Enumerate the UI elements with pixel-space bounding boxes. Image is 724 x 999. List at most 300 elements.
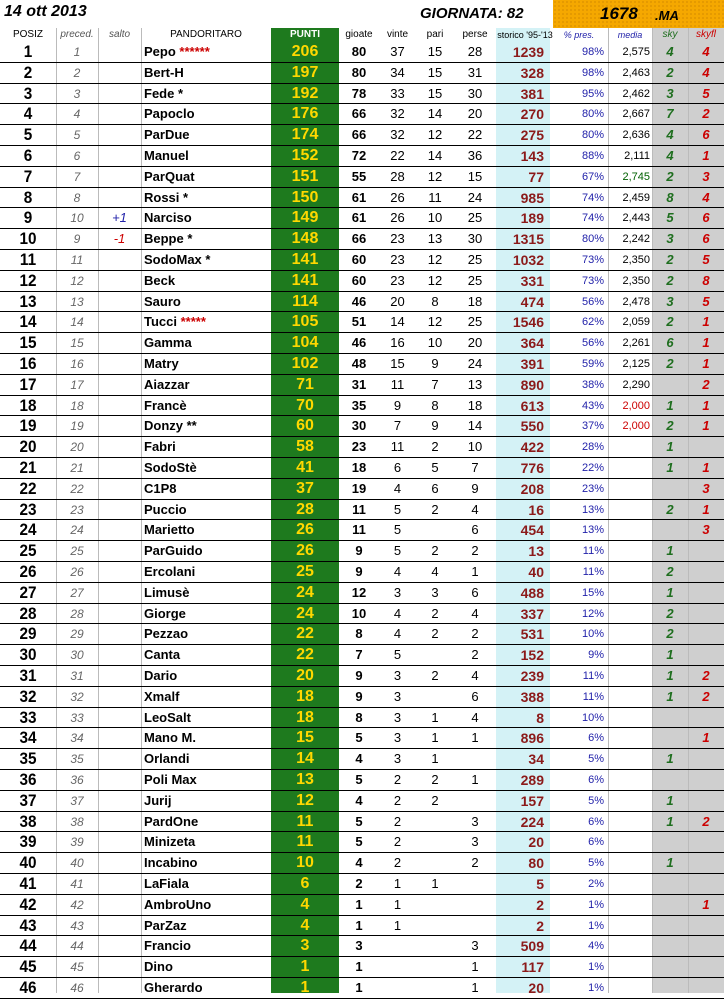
- position-cell: 18: [19, 395, 37, 415]
- skyfl-cell: 1: [702, 314, 710, 330]
- giocate-cell: 11: [352, 522, 366, 538]
- punti-cell: 20: [296, 667, 314, 684]
- vinte-cell: 15: [390, 356, 405, 371]
- pres-cell: 80%: [581, 233, 604, 246]
- sky-cell: 3: [666, 293, 674, 309]
- storico-cell: 152: [520, 647, 544, 664]
- name-cell: [144, 84, 271, 104]
- header-skyfl: skyfl: [696, 29, 716, 40]
- previous-position-cell: 24: [70, 523, 84, 538]
- punti-cell: 15: [296, 729, 314, 747]
- vinte-cell: 14: [390, 314, 405, 330]
- position-cell: 35: [19, 749, 37, 769]
- vinte-cell: [379, 957, 416, 977]
- previous-position-cell: 31: [70, 669, 84, 683]
- skyfl-cell: 2: [702, 106, 710, 122]
- vinte-cell: 5: [393, 522, 402, 538]
- name-cell: [144, 936, 271, 956]
- player-name: PardOne: [144, 813, 199, 829]
- pres-cell: 6%: [588, 836, 604, 849]
- perse-cell: [454, 916, 496, 936]
- storico-cell: 224: [520, 813, 544, 830]
- sky-cell: 2: [666, 605, 674, 621]
- vinte-cell: 5: [393, 647, 402, 663]
- sky-cell: 2: [666, 626, 674, 642]
- table-row: [0, 312, 724, 333]
- salto-cell: [98, 479, 141, 499]
- position-cell: 42: [19, 894, 37, 914]
- name-cell: [144, 583, 271, 603]
- sky-cell: 2: [666, 64, 674, 80]
- giocate-cell: 5: [355, 730, 363, 746]
- previous-position-cell: 26: [70, 565, 84, 579]
- punti-cell: 13: [296, 771, 314, 788]
- storico-cell: 289: [520, 772, 544, 788]
- sky-cell: 1: [666, 792, 674, 808]
- salto-cell: [98, 42, 141, 62]
- name-cell: [144, 312, 271, 332]
- punti-cell: 141: [291, 251, 319, 268]
- vinte-cell: 23: [390, 231, 405, 247]
- pari-cell: 2: [431, 626, 439, 642]
- vinte-cell: 37: [390, 44, 405, 59]
- storico-cell: 208: [520, 480, 544, 497]
- position-cell: 44: [19, 936, 37, 956]
- vinte-cell: 16: [390, 335, 405, 351]
- storico-cell: 270: [520, 106, 544, 123]
- position-cell: 14: [19, 312, 37, 332]
- pari-cell: 1: [431, 876, 439, 891]
- sky-cell: 5: [666, 210, 674, 226]
- previous-position-cell: 30: [70, 648, 84, 663]
- skyfl-cell: 1: [702, 460, 710, 475]
- previous-position-cell: 12: [70, 273, 84, 288]
- giocate-cell: 1: [355, 917, 363, 933]
- salto-cell: [98, 874, 141, 894]
- position-cell: 13: [19, 291, 37, 311]
- header-pari: pari: [426, 29, 444, 40]
- header-vinte: vinte: [386, 29, 409, 40]
- name-cell: [144, 708, 271, 728]
- name-cell: [144, 645, 271, 665]
- skyfl-cell: [688, 562, 724, 582]
- storico-cell: 189: [520, 210, 544, 227]
- vinte-cell: 5: [393, 543, 402, 559]
- sky-cell: [652, 708, 688, 728]
- pres-cell: 73%: [581, 254, 604, 266]
- previous-position-cell: 9: [73, 232, 81, 247]
- media-cell: [608, 978, 652, 998]
- header-storico: storico '95-'13: [497, 30, 553, 40]
- perse-cell: 3: [471, 938, 479, 954]
- position-cell: 19: [19, 416, 37, 436]
- skyfl-cell: [688, 916, 724, 936]
- header-pres: % pres.: [563, 30, 595, 40]
- salto-cell: [98, 375, 141, 395]
- storico-cell: 388: [520, 688, 544, 705]
- name-cell: [144, 832, 271, 852]
- position-cell: 21: [19, 458, 37, 477]
- sky-cell: 1: [666, 439, 674, 455]
- giocate-cell: 9: [355, 564, 363, 579]
- table-row: [0, 604, 724, 625]
- table-row: [0, 354, 724, 375]
- pres-cell: 43%: [581, 399, 604, 412]
- skyfl-cell: 4: [702, 44, 710, 59]
- position-cell: 46: [19, 978, 37, 997]
- position-cell: 23: [19, 499, 37, 519]
- giocate-cell: 66: [351, 127, 367, 143]
- punti-cell: 192: [291, 84, 319, 102]
- storico-cell: 40: [528, 564, 544, 580]
- salto-cell: [98, 728, 141, 748]
- sky-cell: [652, 728, 688, 748]
- pres-cell: 1%: [588, 919, 604, 932]
- sky-cell: 2: [666, 272, 674, 288]
- skyfl-cell: [688, 437, 724, 457]
- vinte-cell: 23: [390, 272, 405, 288]
- header-punti: PUNTI: [290, 29, 320, 40]
- name-cell: [144, 188, 271, 208]
- skyfl-cell: 2: [702, 668, 710, 683]
- giocate-cell: 31: [351, 376, 367, 392]
- pres-cell: 1%: [588, 961, 604, 974]
- position-cell: 1: [23, 42, 33, 61]
- punti-cell: 104: [291, 334, 319, 352]
- skyfl-cell: 3: [702, 522, 710, 538]
- name-cell: [144, 562, 271, 582]
- giocate-cell: 1: [355, 896, 363, 912]
- position-cell: 12: [19, 270, 37, 290]
- giocate-cell: 46: [351, 335, 367, 351]
- skyfl-cell: 4: [702, 189, 710, 205]
- table-row: [0, 292, 724, 313]
- previous-position-cell: 8: [73, 190, 81, 205]
- ma-box: [553, 0, 724, 28]
- previous-position-cell: 39: [70, 835, 84, 850]
- table-row: [0, 978, 724, 999]
- date-label: 14 ott 2013: [4, 3, 87, 20]
- punti-cell: 11: [296, 812, 314, 830]
- sky-cell: 8: [666, 189, 674, 205]
- perse-cell: 2: [471, 543, 479, 559]
- previous-position-cell: 43: [70, 918, 84, 933]
- position-cell: 3: [23, 83, 33, 103]
- position-cell: 9: [23, 208, 33, 228]
- previous-position-cell: 38: [70, 814, 84, 829]
- storico-cell: 5: [536, 876, 544, 892]
- name-cell: [144, 749, 271, 769]
- vinte-cell: 3: [393, 584, 402, 600]
- pres-cell: 10%: [581, 628, 604, 641]
- table-row: [0, 791, 724, 812]
- sky-cell: [652, 916, 688, 936]
- name-cell: [144, 978, 271, 998]
- skyfl-cell: 2: [702, 813, 710, 829]
- giocate-cell: 4: [355, 855, 363, 871]
- vinte-cell: 26: [390, 189, 405, 205]
- sky-cell: 2: [666, 564, 674, 579]
- pres-cell: 11%: [582, 545, 604, 558]
- position-cell: 45: [19, 957, 37, 977]
- pari-cell: [416, 957, 454, 977]
- previous-position-cell: 27: [70, 585, 84, 600]
- star-marks: ******: [179, 44, 210, 59]
- media-cell: [608, 749, 652, 769]
- salto-cell: [98, 125, 141, 145]
- pres-cell: 62%: [581, 316, 604, 329]
- salto-cell: [98, 812, 141, 832]
- punti-cell: 148: [291, 230, 319, 248]
- salto-cell: [98, 312, 141, 332]
- vinte-cell: 3: [393, 751, 402, 767]
- pari-cell: 11: [428, 189, 442, 205]
- media-cell: [608, 791, 652, 811]
- position-cell: 26: [19, 562, 37, 581]
- salto-cell: [98, 666, 141, 686]
- vinte-cell: 1: [393, 876, 402, 891]
- position-cell: 7: [23, 166, 33, 186]
- position-cell: 11: [19, 250, 37, 269]
- pari-cell: 9: [431, 418, 439, 434]
- table-row: [0, 666, 724, 687]
- name-cell: [144, 396, 271, 416]
- pres-cell: 98%: [581, 46, 604, 58]
- storico-cell: 896: [520, 730, 544, 747]
- player-name: ParGuido: [144, 543, 203, 559]
- punti-cell: 6: [300, 875, 310, 892]
- media-cell: 2,242: [622, 233, 650, 246]
- perse-cell: 13: [467, 376, 483, 392]
- table-row: [0, 271, 724, 292]
- perse-cell: 25: [467, 314, 483, 330]
- pres-cell: 74%: [581, 191, 604, 204]
- storico-cell: 157: [520, 792, 544, 809]
- sky-cell: 3: [666, 85, 674, 101]
- sky-cell: 2: [666, 501, 674, 517]
- player-name: Narciso: [144, 210, 192, 226]
- name-cell: [144, 770, 271, 790]
- perse-cell: 36: [467, 148, 483, 163]
- salto-cell: [98, 354, 141, 374]
- giocate-cell: 18: [351, 460, 367, 475]
- giocate-cell: 66: [351, 231, 367, 247]
- previous-position-cell: 13: [70, 294, 84, 309]
- skyfl-cell: 1: [702, 896, 710, 912]
- media-cell: [608, 832, 652, 852]
- salto-cell: [98, 63, 141, 83]
- salto-cell: [98, 562, 141, 582]
- pari-cell: 12: [427, 127, 443, 143]
- position-cell: 17: [19, 374, 37, 394]
- salto-cell: [98, 749, 141, 769]
- salto-cell: [98, 916, 141, 936]
- perse-cell: 1: [471, 772, 479, 787]
- name-cell: [144, 624, 271, 644]
- media-cell: [608, 770, 652, 790]
- sky-cell: 4: [666, 148, 674, 163]
- pres-cell: 6%: [588, 774, 604, 786]
- skyfl-cell: 2: [702, 376, 710, 392]
- punti-cell: 151: [291, 167, 319, 185]
- punti-cell: 149: [291, 209, 319, 227]
- player-name: Tucci: [144, 314, 177, 330]
- storico-cell: 13: [528, 543, 544, 560]
- pres-cell: 28%: [581, 441, 604, 454]
- name-cell: [144, 208, 271, 228]
- punti-cell: 41: [296, 459, 314, 476]
- position-cell: 20: [19, 437, 37, 457]
- position-cell: 8: [23, 187, 33, 207]
- perse-cell: 4: [471, 668, 479, 683]
- table-row: [0, 687, 724, 708]
- salto-cell: [98, 396, 141, 416]
- storico-cell: 454: [520, 522, 544, 539]
- position-cell: 4: [23, 104, 33, 124]
- media-cell: [608, 916, 652, 936]
- player-name: Ercolani: [144, 564, 196, 579]
- position-cell: 41: [19, 874, 37, 893]
- previous-position-cell: 20: [70, 440, 84, 455]
- perse-cell: 25: [467, 252, 483, 267]
- vinte-cell: 1: [393, 896, 402, 912]
- pres-cell: 5%: [588, 857, 604, 870]
- skyfl-cell: 2: [702, 688, 710, 704]
- perse-cell: [454, 874, 496, 894]
- pres-cell: 2%: [588, 878, 604, 890]
- pari-cell: 14: [427, 106, 443, 122]
- skyfl-cell: 6: [702, 127, 710, 143]
- pres-cell: 74%: [581, 212, 604, 225]
- sky-cell: 2: [666, 418, 674, 434]
- pres-cell: 23%: [581, 482, 604, 495]
- punti-cell: 1: [300, 958, 310, 976]
- pres-cell: 5%: [588, 753, 604, 766]
- previous-position-cell: 34: [70, 731, 84, 746]
- media-cell: 2,290: [622, 378, 650, 391]
- previous-position-cell: 14: [70, 315, 84, 330]
- skyfl-cell: 3: [702, 168, 710, 184]
- table-row: [0, 832, 724, 853]
- perse-cell: 14: [467, 418, 483, 434]
- giocate-cell: 23: [351, 439, 367, 455]
- table-row: [0, 749, 724, 770]
- vinte-cell: 4: [393, 564, 402, 579]
- name-cell: [144, 520, 271, 540]
- giocate-cell: 9: [355, 688, 363, 704]
- perse-cell: 7: [471, 460, 479, 475]
- perse-cell: 24: [467, 189, 483, 205]
- perse-cell: 28: [467, 44, 483, 59]
- previous-position-cell: 28: [70, 606, 84, 621]
- giocate-cell: 61: [351, 210, 367, 226]
- player-name: LaFiala: [144, 876, 189, 891]
- sky-cell: 1: [666, 855, 674, 871]
- position-cell: 29: [19, 624, 37, 644]
- sky-cell: 1: [666, 813, 674, 829]
- table-row: [0, 936, 724, 957]
- pari-cell: 2: [431, 668, 439, 683]
- media-cell: 2,125: [622, 358, 650, 370]
- pres-cell: 5%: [588, 794, 604, 807]
- giocate-cell: 5: [355, 834, 363, 850]
- table-row: [0, 458, 724, 479]
- storico-cell: 550: [520, 418, 544, 435]
- storico-cell: 474: [520, 293, 544, 310]
- vinte-cell: 22: [390, 148, 405, 163]
- punti-cell: 12: [296, 791, 314, 809]
- punti-cell: 105: [291, 313, 319, 331]
- previous-position-cell: 41: [70, 877, 84, 891]
- name-cell: [144, 146, 271, 166]
- vinte-cell: 2: [393, 855, 402, 871]
- pari-cell: 6: [431, 480, 439, 496]
- sky-cell: 1: [666, 397, 674, 413]
- vinte-cell: 4: [393, 605, 402, 621]
- punti-cell: 18: [296, 708, 314, 726]
- punti-cell: 197: [291, 63, 319, 81]
- media-cell: [608, 583, 652, 603]
- player-name: C1P8: [144, 480, 177, 496]
- name-cell: [144, 916, 271, 936]
- punti-cell: 28: [296, 500, 314, 518]
- name-cell: [144, 895, 271, 915]
- giocate-cell: 80: [351, 64, 367, 80]
- pari-cell: 2: [431, 501, 439, 517]
- pres-cell: 11%: [582, 670, 604, 682]
- name-cell: [144, 333, 271, 353]
- perse-cell: [454, 791, 496, 811]
- pari-cell: [416, 520, 454, 540]
- giocate-cell: 60: [351, 272, 367, 288]
- previous-position-cell: 6: [73, 149, 81, 163]
- storico-cell: 2: [536, 896, 544, 913]
- position-cell: 33: [19, 707, 37, 727]
- pres-cell: 6%: [588, 815, 604, 828]
- media-cell: [608, 687, 652, 707]
- player-name: ParQuat: [144, 168, 195, 184]
- player-name: Mano M.: [144, 730, 196, 746]
- skyfl-cell: 4: [702, 64, 710, 80]
- sky-cell: [652, 375, 688, 395]
- skyfl-cell: 6: [702, 231, 710, 247]
- storico-cell: 1032: [512, 252, 544, 268]
- player-name: Orlandi: [144, 751, 190, 767]
- ma-value: 1678: [600, 4, 638, 23]
- position-cell: 15: [19, 333, 37, 353]
- vinte-cell: 7: [393, 418, 402, 434]
- vinte-cell: 23: [390, 252, 405, 267]
- storico-cell: 239: [520, 668, 544, 684]
- player-name: Sauro: [144, 293, 181, 309]
- media-cell: [608, 520, 652, 540]
- storico-cell: 776: [520, 460, 544, 476]
- salto-cell: [98, 687, 141, 707]
- previous-position-cell: 4: [73, 107, 81, 122]
- punti-cell: 1: [300, 979, 310, 996]
- name-cell: [144, 104, 271, 124]
- media-cell: [608, 812, 652, 832]
- perse-cell: 18: [467, 397, 483, 413]
- vinte-cell: 3: [393, 688, 402, 704]
- name-cell: [144, 354, 271, 374]
- sky-cell: 3: [666, 231, 674, 247]
- storico-cell: 391: [520, 356, 544, 372]
- table-row: [0, 396, 724, 417]
- previous-position-cell: 22: [70, 481, 84, 496]
- previous-position-cell: 18: [70, 398, 84, 413]
- perse-cell: 30: [467, 231, 483, 247]
